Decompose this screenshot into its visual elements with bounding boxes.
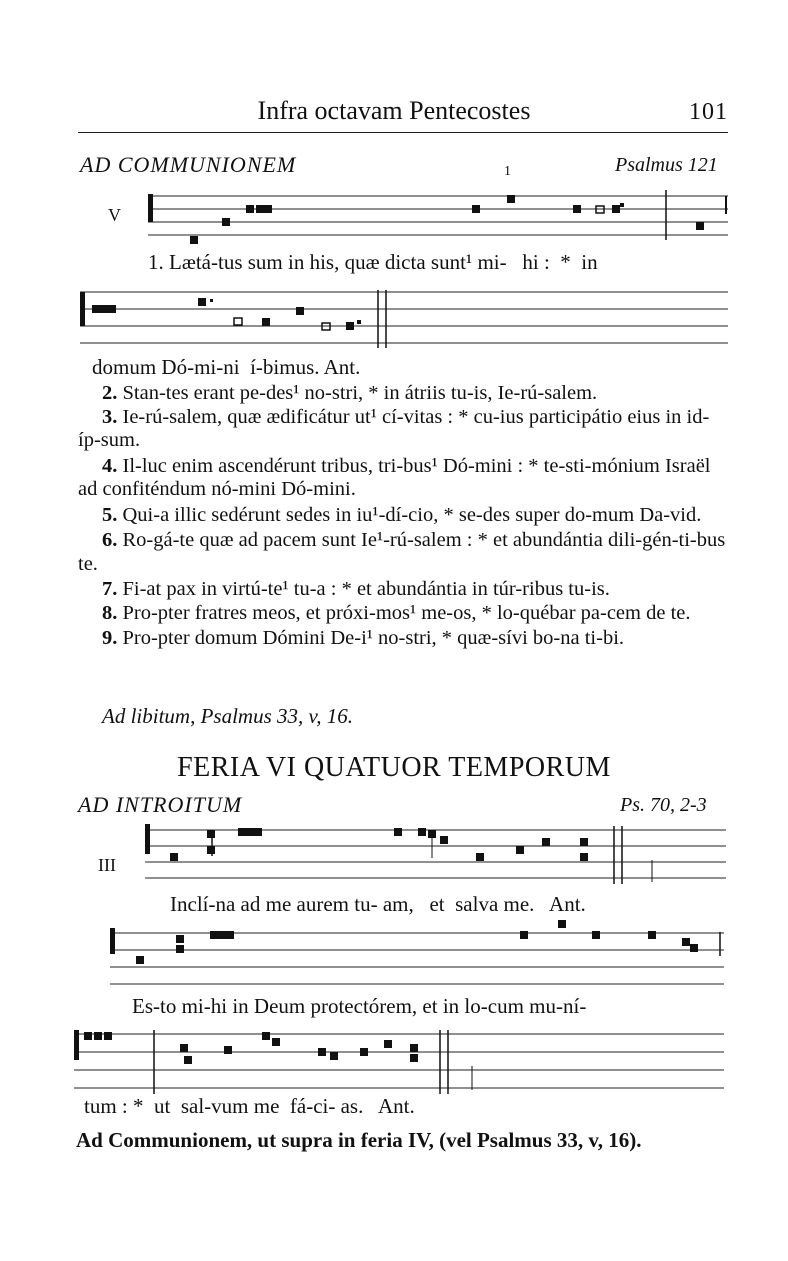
verse-8: 8. Pro-pter fratres meos, et próxi-mos¹ me-os, * lo-québar pa-cem de te. (102, 601, 691, 624)
introit-lyric-line-3: tum : * ut sal-vum me fá-ci- as. Ant. (84, 1094, 415, 1118)
communion-heading: AD COMMUNIONEM (80, 152, 297, 177)
feria-title: FERIA VI QUATUOR TEMPORUM (177, 752, 611, 783)
communion-lyric-line-1: 1. Lætá-tus sum in his, quæ dicta sunt¹ mi- hi : * in (148, 250, 598, 274)
verse-5: 5. Qui-a illic sedérunt sedes in iu¹-dí-cio, * se-des super do-mum Da-vid. (102, 503, 702, 526)
communion-lyric-line-2: domum Dó-mi-ni í-bimus. Ant. (92, 355, 361, 379)
ad-libitum-note: Ad libitum, Psalmus 33, v, 16. (102, 704, 354, 728)
communion-mode: V (108, 205, 121, 225)
running-head-title: Infra octavam Pentecostes (257, 96, 531, 125)
intonation-mark: 1 (504, 164, 511, 179)
introit-mode: III (98, 855, 116, 875)
page-number: 101 (689, 99, 728, 125)
introit-lyric-line-2: Es-to mi-hi in Deum protectórem, et in lo-cum mu-ní- (132, 994, 587, 1018)
verse-6: 6. Ro-gá-te quæ ad pacem sunt Ie¹-rú-salem : * et abundántia dili-gén-ti-bus te. (78, 529, 726, 575)
introit-lyric-line-1: Inclí-na ad me aurem tu- am, et salva me. Ant. (170, 892, 586, 916)
verse-9: 9. Pro-pter domum Dómini De-i¹ no-stri, * quæ-sívi bo-na ti-bi. (102, 627, 625, 649)
communion-psalm-ref: Psalmus 121 (615, 154, 718, 176)
verse-3: 3. Ie-rú-salem, quæ ædificátur ut¹ cí-vitas : * cu-ius participátio eius in id-íp-sum. (78, 405, 710, 451)
verse-4: 4. Il-luc enim ascendérunt tribus, tri-bus¹ Dó-mini : * te-sti-mónium Israël ad confiténdum nó-mini Dó-mini. (78, 454, 711, 500)
verse-2: 2. Stan-tes erant pe-des¹ no-stri, * in átriis tu-is, Ie-rú-salem. (102, 382, 598, 404)
verse-7: 7. Fi-at pax in virtú-te¹ tu-a : * et abundántia in túr-ribus tu-is. (102, 578, 610, 600)
footer-rubric-text: Ad Communionem, ut supra in feria IV, (vel Psalmus 33, v, 16). (76, 1128, 642, 1152)
introit-psalm-ref: Ps. 70, 2-3 (620, 794, 707, 816)
introit-heading: AD INTROITUM (78, 792, 243, 817)
footer-rubric (76, 1128, 641, 1153)
